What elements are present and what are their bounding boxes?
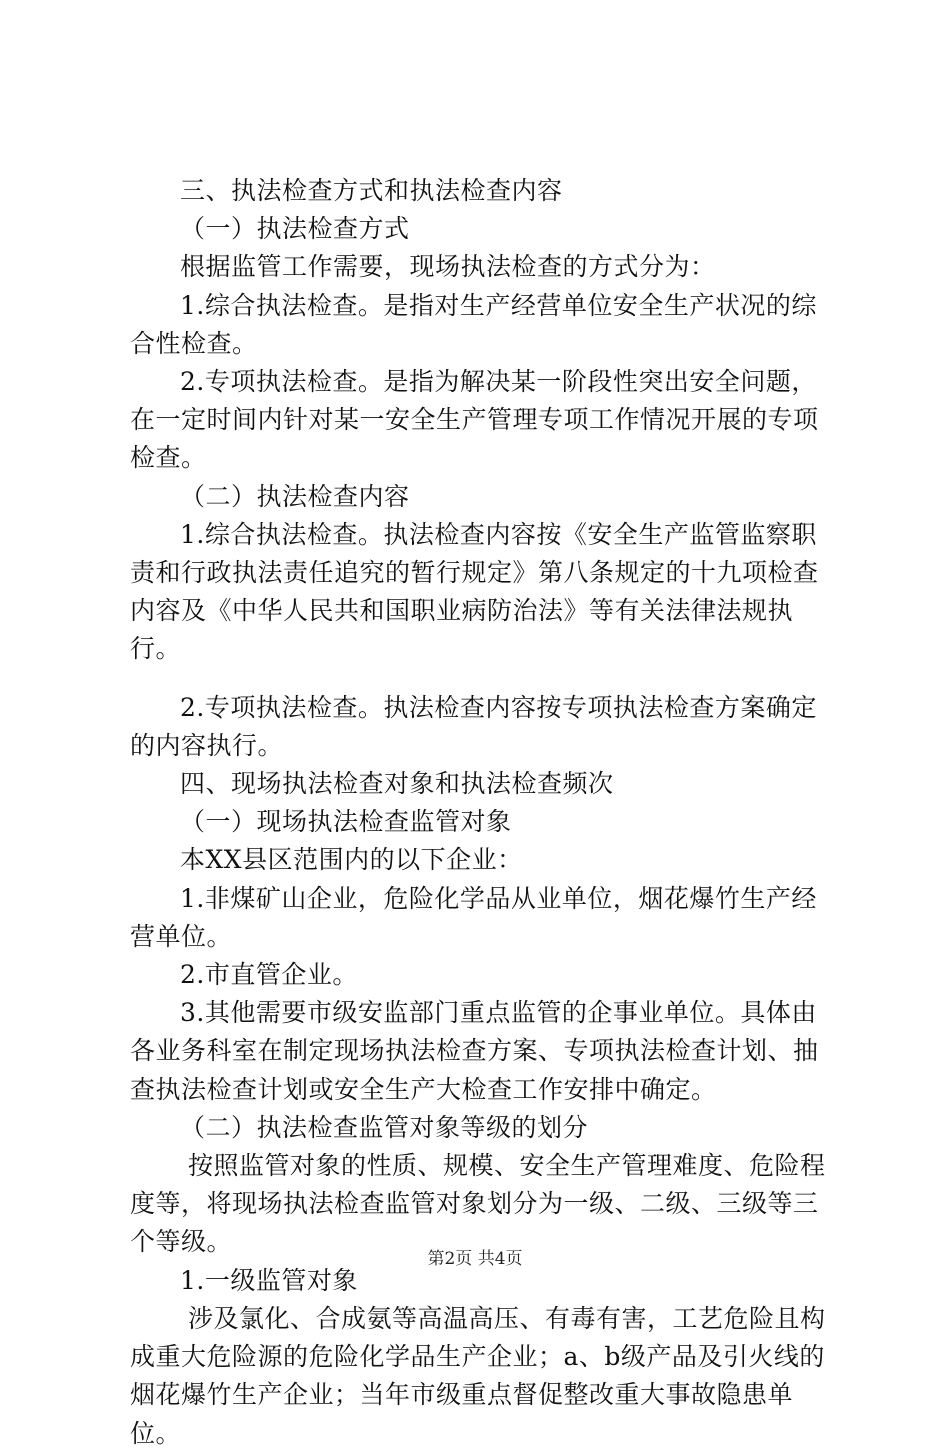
list-item: 1.综合执法检查。是指对生产经营单位安全生产状况的综合性检查。: [130, 290, 817, 358]
list-item: 2.专项执法检查。是指为解决某一阶段性突出安全问题，在一定时间内针对某一安全生产管理专项工作情况开展的专项检查。: [130, 367, 819, 473]
paragraph: 本XX县区范围内的以下企业：: [180, 845, 523, 875]
subsection-heading-1: （一）现场执法检查监管对象: [180, 807, 512, 837]
subsection-heading-1: （一）执法检查方式: [180, 214, 410, 244]
paragraph: 按照监管对象的性质、规模、安全生产管理难度、危险程度等，将现场执法检查监管对象划分为一级、二级、三级等三个等级。: [130, 1151, 826, 1257]
list-item: 1.一级监管对象: [180, 1265, 358, 1295]
list-item: 2.专项执法检查。执法检查内容按专项执法检查方案确定的内容执行。: [130, 692, 817, 760]
subsection-heading-2: （二）执法检查内容: [180, 481, 410, 511]
subsection-heading-2: （二）执法检查监管对象等级的划分: [180, 1112, 589, 1142]
list-item: 1.非煤矿山企业，危险化学品从业单位，烟花爆竹生产经营单位。: [130, 883, 817, 951]
section-heading-4: 四、现场执法检查对象和执法检查频次: [180, 769, 614, 799]
page-footer: 第2页 共4页: [427, 1249, 523, 1269]
list-item: 3.其他需要市级安监部门重点监管的企事业单位。具体由各业务科室在制定现场执法检查方案、专项执法检查计划、抽查执法检查计划或安全生产大检查工作安排中确定。: [130, 998, 819, 1104]
paragraph: 涉及氯化、合成氨等高温高压、有毒有害，工艺危险且构成重大危险源的危险化学品生产企业；a、b级产品及引火线的烟花爆竹生产企业；当年市级重点督促整改重大事故隐患单位。: [130, 1303, 826, 1448]
paragraph: 根据监管工作需要，现场执法检查的方式分为：: [180, 252, 716, 282]
section-heading-3: 三、执法检查方式和执法检查内容: [180, 176, 563, 205]
list-item: 2.市直管企业。: [180, 960, 358, 990]
paragraph-spacer: [130, 669, 830, 689]
list-item: 1.综合执法检查。执法检查内容按《安全生产监管监察职责和行政执法责任追究的暂行规定》第八条规定的十九项检查内容及《中华人民共和国职业病防治法》等有关法律法规执行。: [130, 519, 819, 664]
